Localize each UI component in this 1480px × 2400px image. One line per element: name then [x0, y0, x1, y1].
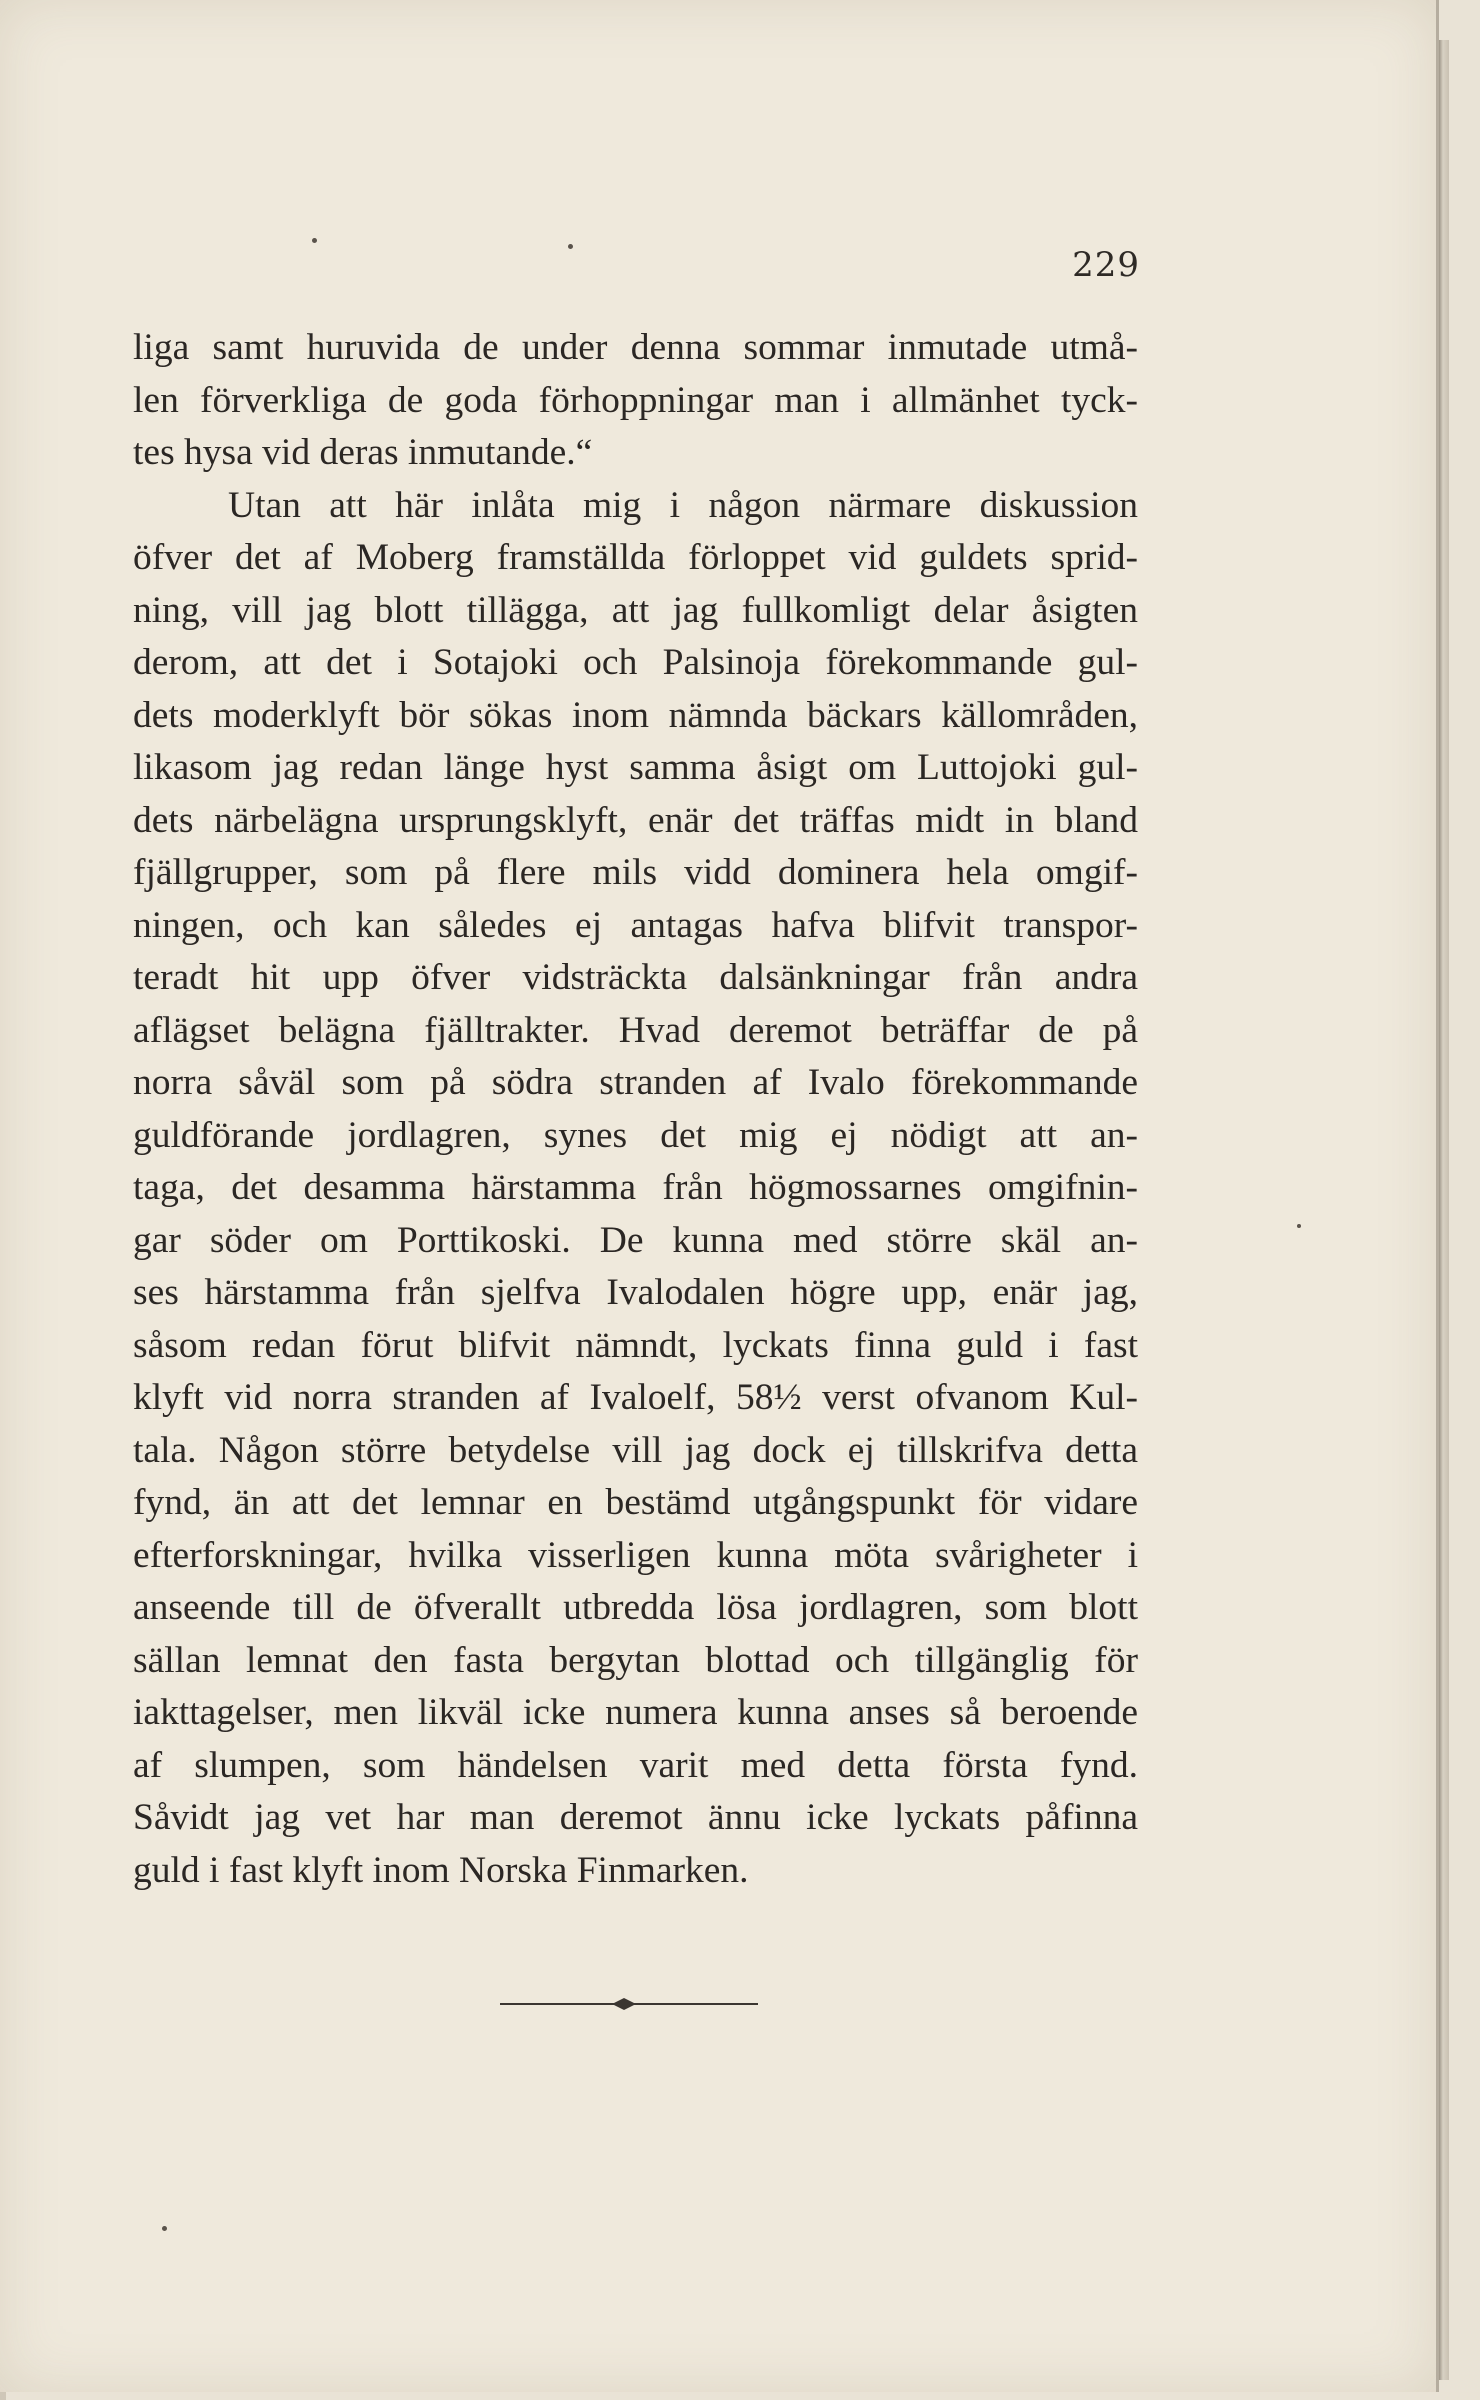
text-line: tes hysa vid deras inmutande.“ — [133, 432, 593, 473]
text-line: gar söder om Porttikoski. De kunna med större skäl an- — [133, 1219, 1138, 1261]
text-line: likasom jag redan länge hyst samma åsigt om Luttojoki gul- — [133, 747, 1138, 788]
text-line: Utan att här inlåta mig i någon närmare diskussion — [228, 484, 1138, 526]
text-line: fynd, än att det lemnar en bestämd utgångspunkt för vidare — [133, 1482, 1138, 1523]
text-line: öfver det af Moberg framställda förloppet vid guldets sprid- — [133, 537, 1138, 578]
text-line: guldförande jordlagren, synes det mig ej nödigt att an- — [133, 1114, 1138, 1156]
text-line: Såvidt jag vet har man deremot ännu icke lyckats påfinna — [133, 1797, 1138, 1838]
divider-ornament-icon — [612, 1997, 636, 2011]
paper-speck — [1297, 1224, 1301, 1228]
body-text — [133, 322, 1138, 1897]
text-line: tala. Någon större betydelse vill jag dock ej tillskrifva detta — [133, 1429, 1138, 1471]
text-line: len förverkliga de goda förhoppningar man i allmänhet tyck- — [133, 379, 1138, 421]
paper-speck — [162, 2226, 167, 2231]
page-fore-edge — [1439, 40, 1449, 2380]
text-line: guld i fast klyft inom Norska Finmarken. — [133, 1849, 749, 1891]
text-line: taga, det desamma härstamma från högmossarnes omgifnin- — [133, 1167, 1138, 1208]
text-line: sällan lemnat den fasta bergytan blottad och tillgänglig för — [133, 1639, 1138, 1681]
text-line: aflägset belägna fjälltrakter. Hvad deremot beträffar de på — [133, 1009, 1138, 1051]
text-line: af slumpen, som händelsen varit med detta första fynd. — [133, 1744, 1138, 1786]
text-line: dets närbelägna ursprungsklyft, enär det träffas midt in bland — [133, 799, 1138, 841]
text-line: efterforskningar, hvilka visserligen kunna möta svårigheter i — [133, 1534, 1138, 1576]
text-line: klyft vid norra stranden af Ivaloelf, 58½ verst ofvanom Kul- — [133, 1377, 1138, 1418]
paper-speck — [312, 238, 317, 243]
text-line: ningen, och kan således ej antagas hafva blifvit transpor- — [133, 904, 1138, 946]
text-line: derom, att det i Sotajoki och Palsinoja förekommande gul- — [133, 642, 1138, 683]
text-line: såsom redan förut blifvit nämndt, lyckats finna guld i fast — [133, 1324, 1138, 1366]
text-line: iakttagelser, men likväl icke numera kunna anses så beroende — [133, 1692, 1138, 1733]
page-number: 229 — [1072, 245, 1140, 285]
text-line: ning, vill jag blott tillägga, att jag fullkomligt delar åsigten — [133, 589, 1138, 631]
text-line: liga samt huruvida de under denna sommar inmutade utmå- — [133, 327, 1138, 368]
text-line: ses härstamma från sjelfva Ivalodalen högre upp, enär jag, — [133, 1272, 1138, 1313]
text-line: fjällgrupper, som på flere mils vidd dominera hela omgif- — [133, 852, 1138, 893]
text-line: dets moderklyft bör sökas inom nämnda bäckars källområden, — [133, 694, 1138, 736]
text-line: anseende till de öfverallt utbredda lösa jordlagren, som blott — [133, 1587, 1138, 1628]
text-line: norra såväl som på södra stranden af Ivalo förekommande — [133, 1062, 1138, 1103]
text-line: teradt hit upp öfver vidsträckta dalsänkningar från andra — [133, 957, 1138, 998]
paper-speck — [568, 244, 573, 249]
